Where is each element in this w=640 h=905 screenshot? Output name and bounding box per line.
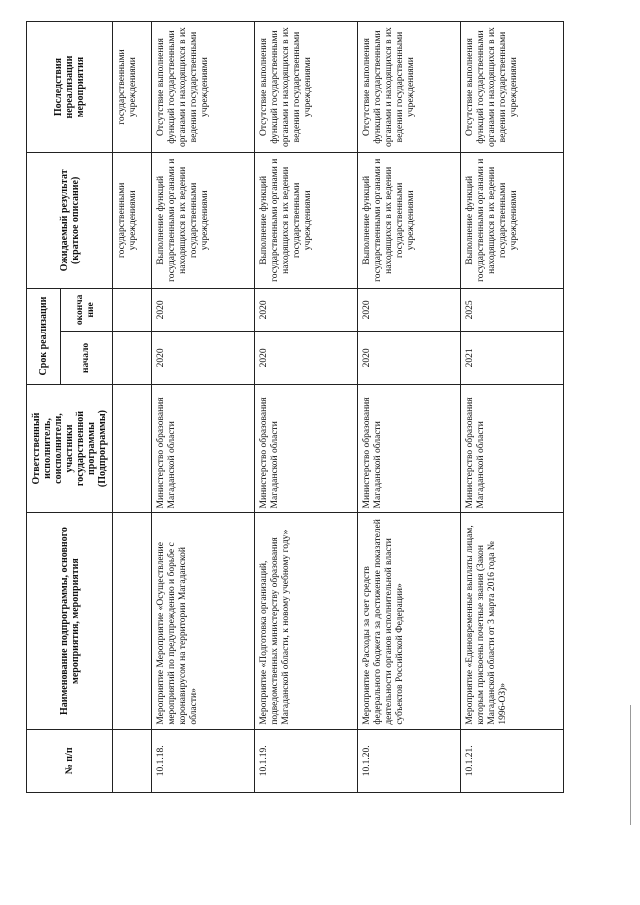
row-num: 10.1.21.: [461, 729, 564, 792]
row-name: Мероприятие «Единовременные выплаты лицам, которым присвоены почетные звания (Закон Магаданской области от 3 марта 2016 года № 1996-ОЗ)»: [461, 513, 564, 729]
row-num: 10.1.19.: [255, 729, 358, 792]
row-end: 2020: [255, 288, 358, 332]
row-result: Выполнение функций государственными органами и находящихся в их ведении государственными учреждениями: [461, 153, 564, 288]
table-row: [461, 22, 564, 793]
row-responsible: Министерство образования Магаданской области: [358, 384, 461, 513]
row-result: Выполнение функций государственными органами и находящихся в их ведении государственными учреждениями: [255, 153, 358, 288]
row-start: 2020: [255, 332, 358, 384]
row-name: Мероприятие Мероприятие «Осуществление мероприятий по предупреждению и борьбе с коронавирусом на территории Магаданской области»: [152, 513, 255, 729]
row-responsible: Министерство образования Магаданской области: [152, 384, 255, 513]
cont-name: [113, 513, 152, 729]
table-row: [255, 22, 358, 793]
row-name: Мероприятие «Подготовка организаций, подведомственных министерству образования Магаданской области, к новому учебному году»: [255, 513, 358, 729]
row-num: 10.1.18.: [152, 729, 255, 792]
row-consequence: Отсутствие выполнения функций государственными органами и находящихся в их ведении государственными учреждениями: [255, 22, 358, 153]
header-consequence: Последствия нереализации мероприятия: [27, 22, 113, 153]
cont-num: [113, 729, 152, 792]
row-consequence: Отсутствие выполнения функций государственными органами и находящихся в их ведении государственными учреждениями: [461, 22, 564, 153]
header-row: [27, 22, 61, 793]
row-start: 2020: [152, 332, 255, 384]
row-end: 2020: [152, 288, 255, 332]
cont-result: государственными учреждениями: [113, 153, 152, 288]
header-result: Ожидаемый результат (краткое описание): [27, 153, 113, 288]
table-row: [358, 22, 461, 793]
row-responsible: Министерство образования Магаданской области: [255, 384, 358, 513]
row-num: 10.1.20.: [358, 729, 461, 792]
row-consequence: Отсутствие выполнения функций государственными органами и находящихся в их ведении государственными учреждениями: [152, 22, 255, 153]
row-responsible: Министерство образования Магаданской области: [461, 384, 564, 513]
row-start: 2020: [358, 332, 461, 384]
program-table: [26, 21, 564, 793]
header-name: Наименование подпрограммы, основного мероприятия, мероприятия: [27, 513, 113, 729]
row-result: Выполнение функций государственными органами и находящихся в их ведении государственными учреждениями: [152, 153, 255, 288]
header-end: окончание: [60, 288, 112, 332]
header-start: начало: [60, 332, 112, 384]
cont-consequence: государственными учреждениями: [113, 22, 152, 153]
footer-rule: [630, 705, 631, 825]
cont-start: [113, 332, 152, 384]
continuation-row: [113, 22, 152, 793]
row-start: 2021: [461, 332, 564, 384]
row-result: Выполнение функций государственными органами и находящихся в их ведении государственными учреждениями: [358, 153, 461, 288]
row-name: Мероприятие «Расходы за счет средств федерального бюджета за достижение показателей деятельности органов исполнительной власти субъектов Российской Федерации»: [358, 513, 461, 729]
row-consequence: Отсутствие выполнения функций государственными органами и находящихся в их ведении государственными учреждениями: [358, 22, 461, 153]
header-responsible: Ответственный исполнитель, соисполнители, участники государственной программы (Подпрограммы): [27, 384, 113, 513]
header-num: № п/п: [27, 729, 113, 792]
row-end: 2020: [358, 288, 461, 332]
row-end: 2025: [461, 288, 564, 332]
cont-end: [113, 288, 152, 332]
header-period: Срок реализации: [27, 288, 61, 384]
table-row: [152, 22, 255, 793]
cont-resp: [113, 384, 152, 513]
